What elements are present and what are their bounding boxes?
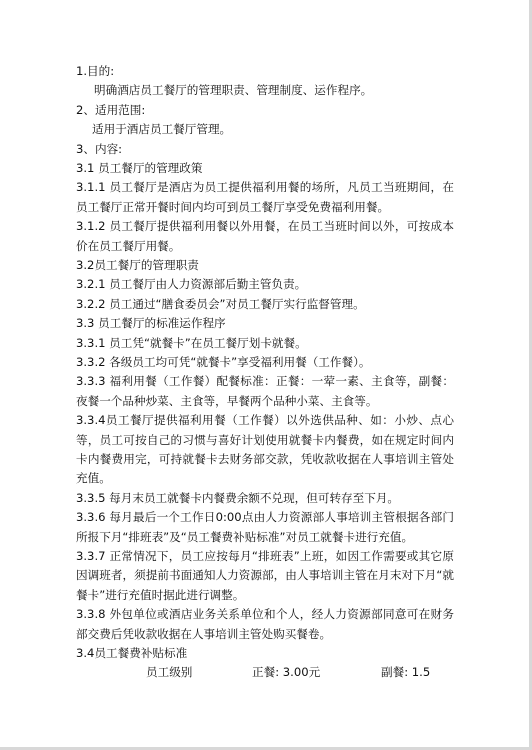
paragraph-3-3-8: 3.3.8 外包单位或酒店业务关系单位和个人，经人力资源部同意可在财务部交费后凭收款收据在人事培训主管处购买餐卷。: [76, 607, 454, 641]
section-heading-content: 3、内容:: [76, 141, 123, 156]
paragraph-3-3-2: 3.3.2 各级员工均可凭“就餐卡”享受福利用餐（工作餐）。: [76, 354, 371, 369]
section-body-scope: 适用于酒店员工餐厅管理。: [92, 122, 232, 137]
table-cell-level: 员工级别: [146, 665, 193, 680]
paragraph-3-2-1: 3.2.1 员工餐厅由人力资源部后勤主管负责。: [76, 277, 307, 292]
section-heading-scope: 2、适用范围:: [76, 102, 146, 117]
paragraph-3-3-3: 3.3.3 福利用餐（工作餐）配餐标准：正餐：一荤一素、主食等，副餐：夜餐一个品种炒菜、主食等，早餐两个品种小菜、主食等。: [76, 374, 454, 408]
document-content: [76, 62, 454, 683]
paragraph-3-3-5: 3.3.5 每月末员工就餐卡内餐费余额不兑现，但可转存至下月。: [76, 490, 400, 505]
paragraph-3-1-2: 3.1.2 员工餐厅提供福利用餐以外用餐，在员工当班时间以外，可按成本价在员工餐厅用餐。: [76, 219, 454, 253]
paragraph-3-3-7: 3.3.7 正常情况下，员工应按每月“排班表”上班，如因工作需要或其它原因调班者，须提前书面通知人力资源部，由人事培训主管在月末对下月“就餐卡”进行充值时据此进行调整。: [76, 548, 454, 602]
subsection-heading-3-1: 3.1 员工餐厅的管理政策: [76, 160, 203, 175]
paragraph-3-1-1: 3.1.1 员工餐厅是酒店为员工提供福利用餐的场所，凡员工当班期间，在员工餐厅正常开餐时间内均可到员工餐厅享受免费福利用餐。: [76, 180, 454, 214]
table-cell-main-meal: 正餐: 3.00元: [252, 665, 321, 680]
paragraph-3-3-1: 3.3.1 员工凭“就餐卡”在员工餐厅划卡就餐。: [76, 335, 307, 350]
subsection-heading-3-4: 3.4员工餐费补贴标准: [76, 645, 188, 660]
paragraph-3-3-6: 3.3.6 每月最后一个工作日0:00点由人力资源部人事培训主管根据各部门所报下月“排班表”及“员工餐费补贴标准”对员工就餐卡进行充值。: [76, 510, 454, 544]
subsection-heading-3-2: 3.2员工餐厅的管理职责: [76, 257, 199, 272]
section-heading-purpose: 1.目的:: [76, 64, 115, 78]
subsection-heading-3-3: 3.3 员工餐厅的标准运作程序: [76, 316, 226, 331]
table-row: [76, 663, 454, 682]
paragraph-3-3-4: 3.3.4员工餐厅提供福利用餐（工作餐）以外选供品种、如：小炒、点心等，员工可按自己的习惯与喜好计划使用就餐卡内餐费，如在规定时间内卡内餐费用完，可持就餐卡去财务部交款，凭收款收据在人事培训主管处充值。: [76, 413, 454, 486]
table-cell-side-meal: 副餐: 1.5: [381, 665, 431, 680]
section-body-purpose: 明确酒店员工餐厅的管理职责、管理制度、运作程序。: [94, 83, 373, 98]
paragraph-3-2-2: 3.2.2 员工通过“膳食委员会”对员工餐厅实行监督管理。: [76, 296, 365, 311]
